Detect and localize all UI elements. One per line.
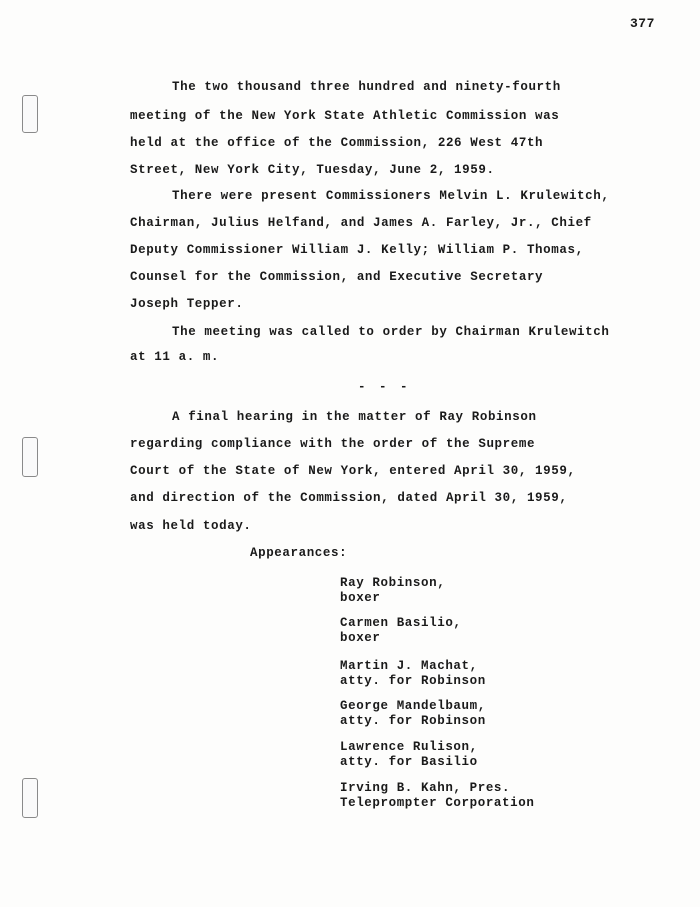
punch-hole: [22, 95, 38, 133]
appearance-name: George Mandelbaum,: [340, 699, 486, 713]
paragraph-line: Deputy Commissioner William J. Kelly; William P. Thomas,: [130, 243, 584, 257]
appearance-name: Lawrence Rulison,: [340, 740, 478, 754]
appearances-heading: Appearances:: [250, 546, 348, 560]
paragraph-line: Street, New York City, Tuesday, June 2, 1959.: [130, 163, 495, 177]
appearance-name: Ray Robinson,: [340, 576, 446, 590]
appearance-entry: [340, 699, 486, 729]
appearance-role: boxer: [340, 591, 381, 605]
paragraph-line: Counsel for the Commission, and Executive Secretary: [130, 270, 544, 284]
paragraph-line: held at the office of the Commission, 226 West 47th: [130, 136, 544, 150]
paragraph-line: meeting of the New York State Athletic Commission was: [130, 109, 560, 123]
appearance-name: Irving B. Kahn, Pres.: [340, 781, 511, 795]
appearance-entry: [340, 576, 445, 606]
appearance-entry: [340, 740, 478, 770]
paragraph-line: at 11 a. m.: [130, 350, 220, 364]
page-number: 377: [630, 16, 655, 31]
paragraph-line: was held today.: [130, 519, 252, 533]
appearance-entry: [340, 659, 486, 689]
appearance-role: atty. for Robinson: [340, 674, 486, 688]
appearance-role: atty. for Robinson: [340, 714, 486, 728]
punch-hole: [22, 778, 38, 818]
appearance-entry: [340, 781, 534, 811]
appearance-role: boxer: [340, 631, 381, 645]
paragraph-line: A final hearing in the matter of Ray Robinson: [172, 410, 537, 424]
appearance-name: Carmen Basilio,: [340, 616, 462, 630]
appearance-name: Martin J. Machat,: [340, 659, 478, 673]
paragraph-line: There were present Commissioners Melvin L. Krulewitch,: [172, 189, 610, 203]
paragraph-line: Joseph Tepper.: [130, 297, 244, 311]
appearance-entry: [340, 616, 462, 646]
section-separator: - - -: [358, 380, 411, 394]
paragraph-line: Court of the State of New York, entered April 30, 1959,: [130, 464, 576, 478]
paragraph-line: The two thousand three hundred and ninety-fourth: [172, 80, 561, 94]
paragraph-line: Chairman, Julius Helfand, and James A. Farley, Jr., Chief: [130, 216, 592, 230]
paragraph-line: The meeting was called to order by Chairman Krulewitch: [172, 325, 610, 339]
paragraph-line: regarding compliance with the order of the Supreme: [130, 437, 536, 451]
paragraph-line: and direction of the Commission, dated April 30, 1959,: [130, 491, 568, 505]
appearance-role: Teleprompter Corporation: [340, 796, 535, 810]
appearance-role: atty. for Basilio: [340, 755, 478, 769]
punch-hole: [22, 437, 38, 477]
